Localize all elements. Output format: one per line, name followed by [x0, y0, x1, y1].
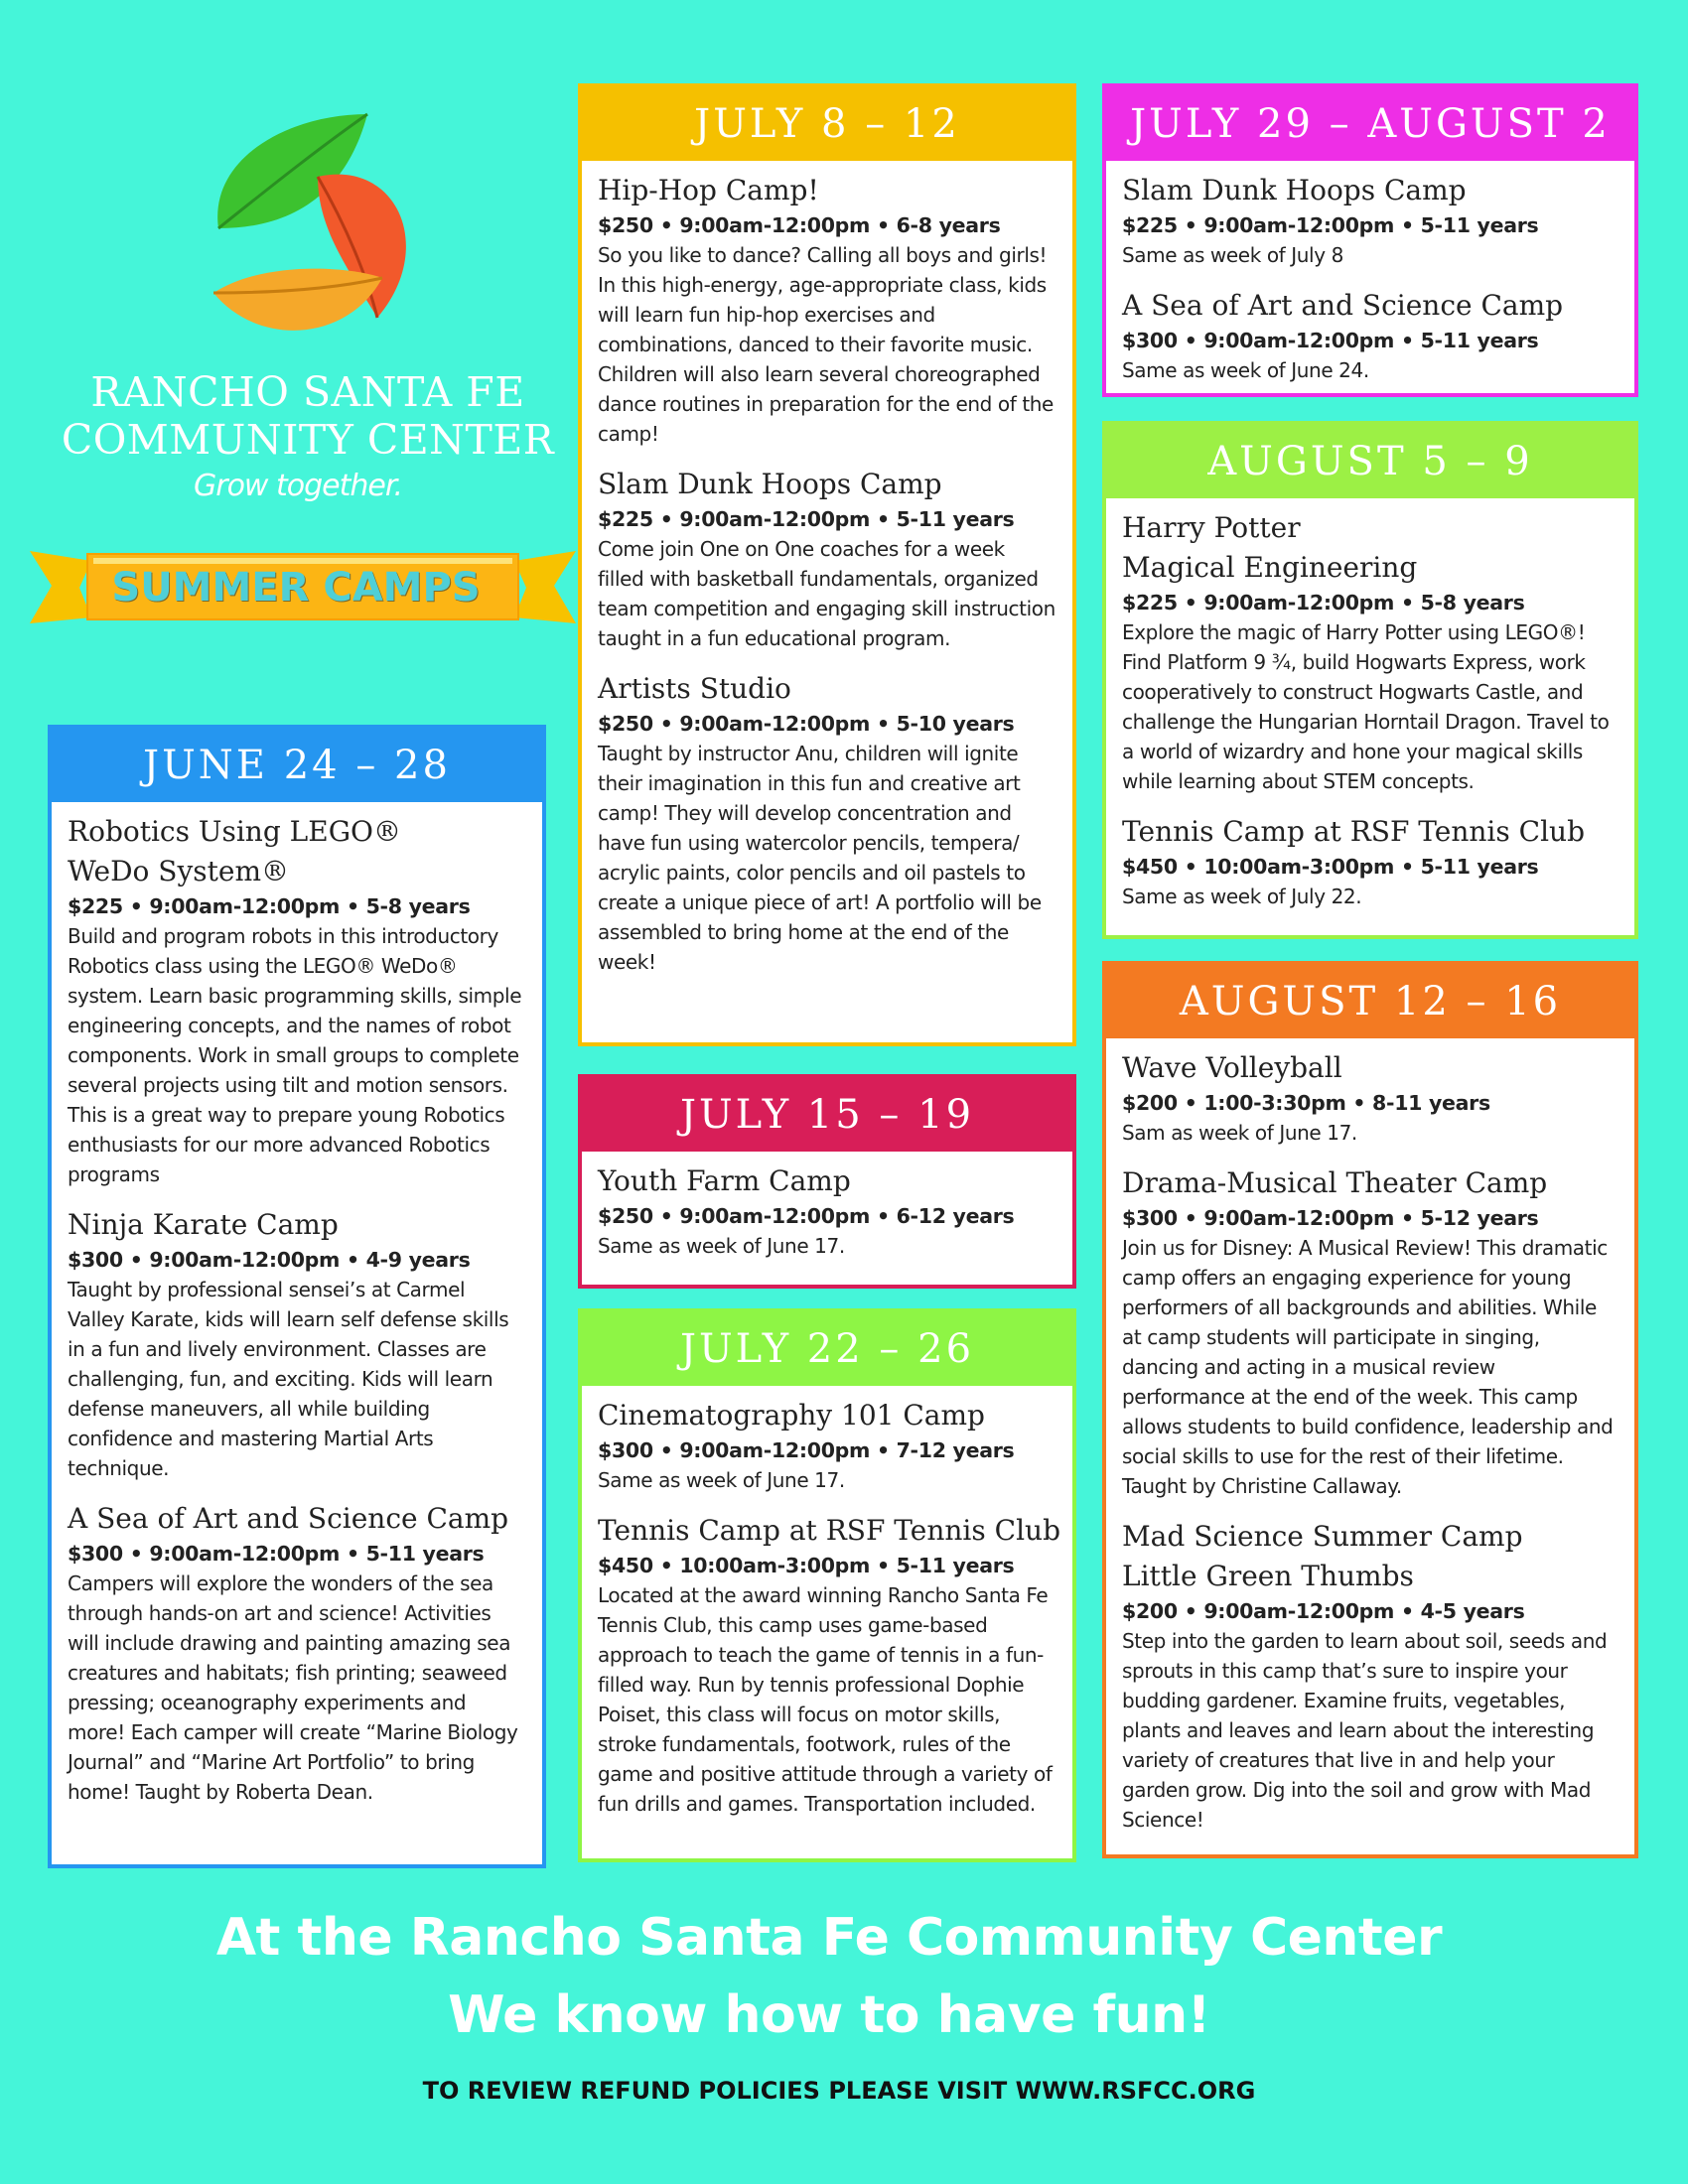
org-name-line2: COMMUNITY CENTER [61, 416, 555, 464]
camp-meta: $450 • 10:00am-3:00pm • 5-11 years [598, 1554, 1015, 1577]
camp-item [1122, 1517, 1618, 1835]
camp-title: Harry Potter [1122, 511, 1301, 544]
week-july-29-box [1102, 83, 1638, 397]
camp-title: Mad Science Summer Camp [1122, 1520, 1523, 1553]
camp-description: Campers will explore the wonders of the sea through hands-on art and science! Activities will include drawing and painting amazing sea creatures and habitats; fish printing; seaweed pressing; oceanography experiments and more! Each camper will create “Marine Biology Journal” and “Marine Art Portfolio” to bring home! Taught by Roberta Dean. [68, 1571, 518, 1804]
camp-meta: $300 • 9:00am-12:00pm • 5-11 years [1122, 329, 1539, 352]
camp-description: Build and program robots in this introductory Robotics class using the LEGO® WeDo® system. Learn basic programming skills, simple engineering concepts, and the names of robot components. Work in small groups to complete several projects using tilt and motion sensors. This is a great way to prepare young Robotics enthusiasts for our more advanced Robotics programs [68, 924, 522, 1186]
camp-item [1122, 286, 1618, 385]
camp-meta: $300 • 9:00am-12:00pm • 5-11 years [68, 1542, 485, 1566]
week-heading: JUNE 24 – 28 [52, 729, 542, 802]
camp-meta: $225 • 9:00am-12:00pm • 5-8 years [68, 894, 471, 918]
week-june-24-box [48, 725, 546, 1868]
camp-title: Cinematography 101 Camp [598, 1399, 985, 1432]
camp-description: Explore the magic of Harry Potter using LEGO®! Find Platform 9 ¾, build Hogwarts Express, work cooperatively to construct Hogwarts Castle, and challenge the Hungarian Horntail Dragon. Travel to a world of wizardry and hone your magical skills while learning about STEM concepts. [1122, 620, 1610, 793]
camp-item [1122, 171, 1618, 270]
camp-item [598, 1396, 1056, 1495]
camp-title-line2: WeDo System® [68, 855, 290, 887]
camp-title: Tennis Camp at RSF Tennis Club [1122, 815, 1585, 848]
camp-item [598, 171, 1056, 449]
refund-policy-link[interactable]: TO REVIEW REFUND POLICIES PLEASE VISIT WWW.RSFCC.ORG [422, 2077, 1256, 2105]
camp-item [68, 812, 526, 1189]
camp-title: Drama-Musical Theater Camp [1122, 1166, 1548, 1199]
camp-description: Same as week of July 8 [1122, 243, 1343, 267]
camp-title: A Sea of Art and Science Camp [1122, 289, 1564, 322]
camp-meta: $250 • 9:00am-12:00pm • 6-8 years [598, 213, 1001, 237]
org-name-line1: RANCHO SANTA FE [90, 368, 525, 416]
camp-description: Taught by professional sensei’s at Carmel Valley Karate, kids will learn self defense skills in a fun and lively environment. Classes are challenging, fun, and exciting. Kids will learn defense maneuvers, all while building confidence and mastering Martial Arts technique. [68, 1278, 509, 1480]
week-aug-12-box [1102, 961, 1638, 1858]
camp-title: Hip-Hop Camp! [598, 174, 819, 206]
week-heading: AUGUST 5 – 9 [1106, 425, 1634, 498]
camp-item [1122, 812, 1618, 911]
camp-item [1122, 508, 1618, 796]
camp-title: Slam Dunk Hoops Camp [598, 468, 942, 500]
camp-description: Sam as week of June 17. [1122, 1121, 1357, 1145]
camp-title: Ninja Karate Camp [68, 1208, 339, 1241]
camp-meta: $200 • 9:00am-12:00pm • 4-5 years [1122, 1599, 1525, 1623]
camp-title: Wave Volleyball [1122, 1051, 1342, 1084]
leaves-logo-icon [199, 99, 457, 347]
camp-title-line2: Little Green Thumbs [1122, 1560, 1414, 1592]
camp-description: Same as week of June 24. [1122, 358, 1369, 382]
camp-meta: $250 • 9:00am-12:00pm • 5-10 years [598, 712, 1015, 736]
camp-meta: $250 • 9:00am-12:00pm • 6-12 years [598, 1204, 1015, 1228]
camp-description: Same as week of June 17. [598, 1234, 845, 1258]
week-july-22-box [578, 1308, 1076, 1862]
camp-item [598, 1161, 1056, 1261]
week-heading: JULY 22 – 26 [582, 1312, 1072, 1386]
camp-title: Tennis Camp at RSF Tennis Club [598, 1514, 1060, 1547]
camp-title: Artists Studio [598, 672, 791, 705]
week-july-8-box [578, 83, 1076, 1046]
camp-meta: $300 • 9:00am-12:00pm • 5-12 years [1122, 1206, 1539, 1230]
footer-slogan-line1: At the Rancho Santa Fe Community Center [215, 1908, 1443, 1968]
camp-description: So you like to dance? Calling all boys and girls! In this high-energy, age-appropriate class, kids will learn fun hip-hop exercises and combinations, danced to their favorite music. Children will also learn several choreographed dance routines in preparation for the end of the camp! [598, 243, 1054, 446]
camp-meta: $300 • 9:00am-12:00pm • 7-12 years [598, 1438, 1015, 1462]
week-heading: JULY 8 – 12 [582, 87, 1072, 161]
camp-description: Join us for Disney: A Musical Review! This dramatic camp offers an engaging experience for young performers of all backgrounds and abilities. While at camp students will participate in singing, dancing and acting in a musical review performance at the end of the week. This camp allows students to build confidence, leadership and social skills to use for the rest of their lifetime. Taught by Christine Callaway. [1122, 1236, 1614, 1498]
camp-description: Same as week of June 17. [598, 1468, 845, 1492]
week-july-15-box [578, 1074, 1076, 1289]
week-heading: JULY 29 – AUGUST 2 [1106, 87, 1634, 161]
camp-meta: $200 • 1:00-3:30pm • 8-11 years [1122, 1091, 1490, 1115]
camp-item [68, 1205, 526, 1483]
camp-title-line2: Magical Engineering [1122, 551, 1418, 584]
week-heading: AUGUST 12 – 16 [1106, 965, 1634, 1038]
camp-title: Robotics Using LEGO® [68, 815, 402, 848]
camp-description: Come join One on One coaches for a week filled with basketball fundamentals, organized team competition and engaging skill instruction taught in a fun educational program. [598, 537, 1055, 650]
camp-description: Step into the garden to learn about soil, seeds and sprouts in this camp that’s sure to inspire your budding gardener. Examine fruits, vegetables, plants and leaves and learn about the interesting variety of creatures that live in and help your garden grow. Dig into the soil and grow with Mad Science! [1122, 1629, 1608, 1832]
camp-item [1122, 1048, 1618, 1148]
camp-meta: $225 • 9:00am-12:00pm • 5-11 years [1122, 213, 1539, 237]
org-tagline: Grow together. [194, 469, 402, 503]
camp-item [1122, 1163, 1618, 1501]
camp-meta: $225 • 9:00am-12:00pm • 5-11 years [598, 507, 1015, 531]
week-aug-5-box [1102, 421, 1638, 939]
camp-description: Taught by instructor Anu, children will ignite their imagination in this fun and creative art camp! They will develop concentration and have fun using watercolor pencils, tempera/ acrylic paints, color pencils and oil pastels to create a unique piece of art! A portfolio will be assembled to bring home at the end of the week! [598, 742, 1042, 974]
camp-title: A Sea of Art and Science Camp [68, 1502, 509, 1535]
camp-meta: $450 • 10:00am-3:00pm • 5-11 years [1122, 855, 1539, 879]
week-heading: JULY 15 – 19 [582, 1078, 1072, 1152]
camp-item [598, 465, 1056, 653]
camp-title: Youth Farm Camp [598, 1164, 851, 1197]
camp-item [598, 669, 1056, 977]
camp-title: Slam Dunk Hoops Camp [1122, 174, 1467, 206]
camp-meta: $300 • 9:00am-12:00pm • 4-9 years [68, 1248, 471, 1272]
camp-description: Same as week of July 22. [1122, 885, 1362, 908]
camp-item [598, 1511, 1060, 1819]
camp-item [68, 1499, 526, 1807]
camp-meta: $225 • 9:00am-12:00pm • 5-8 years [1122, 591, 1525, 614]
footer-slogan-line2: We know how to have fun! [448, 1985, 1210, 2045]
summer-camps-banner: SUMMER CAMPS [111, 565, 481, 611]
camp-description: Located at the award winning Rancho Santa Fe Tennis Club, this camp uses game-based approach to teach the game of tennis in a fun-filled way. Run by tennis professional Dophie Poiset, this class will focus on motor skills, stroke fundamentals, footwork, rules of the game and positive attitude through a variety of fun drills and games. Transportation included. [598, 1583, 1053, 1816]
